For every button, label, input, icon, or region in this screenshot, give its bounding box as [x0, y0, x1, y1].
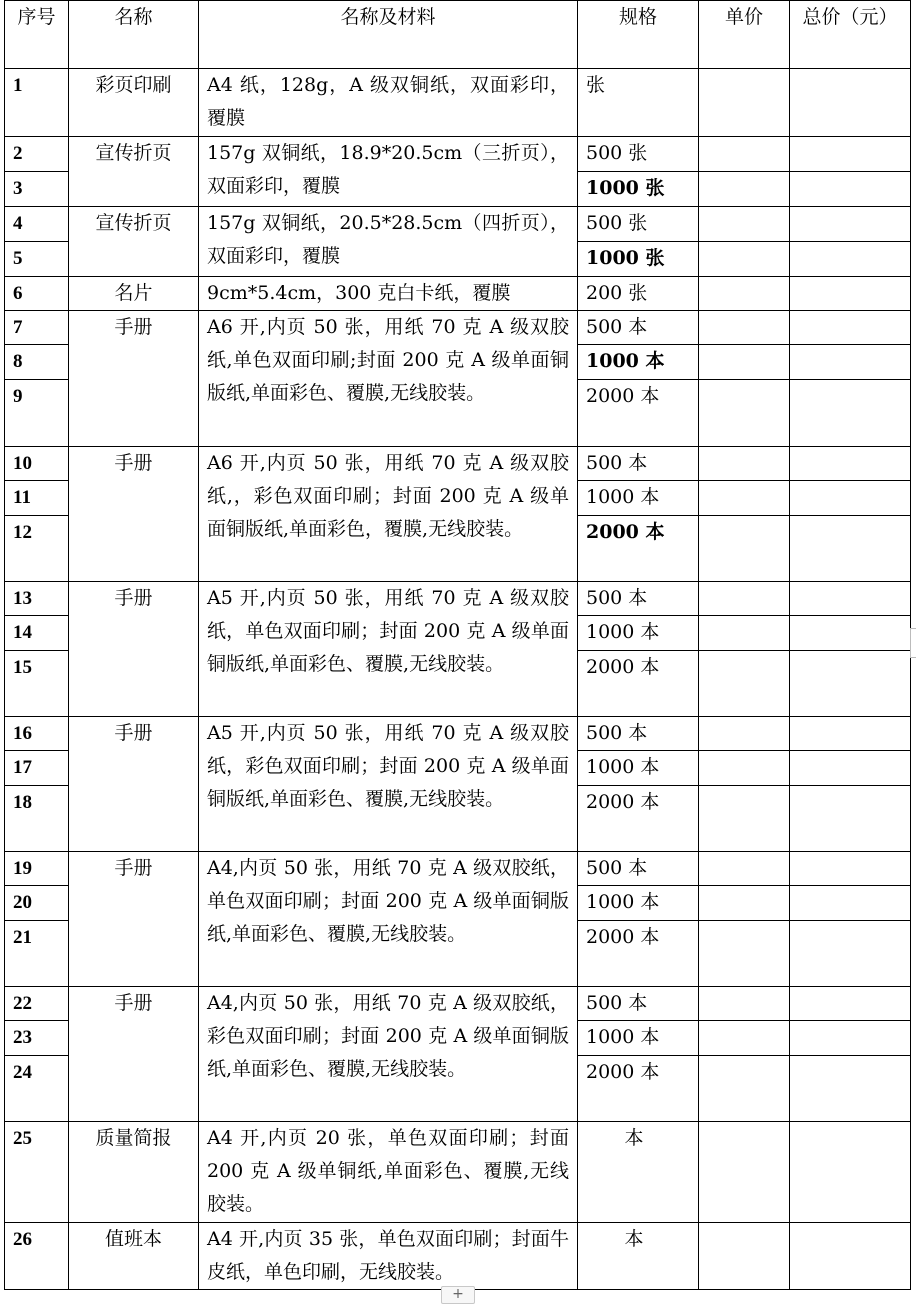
row-index: 22: [5, 987, 69, 1021]
table-row: [5, 137, 911, 172]
total-price-cell[interactable]: [790, 516, 911, 582]
total-price-cell[interactable]: [790, 921, 911, 987]
unit-price-cell[interactable]: [699, 516, 790, 582]
unit-price-cell[interactable]: [699, 751, 790, 786]
total-price-cell[interactable]: [790, 311, 911, 345]
row-index: 12: [5, 516, 69, 582]
item-material: 157g 双铜纸，20.5*28.5cm（四折页），双面彩印，覆膜: [199, 207, 578, 277]
header-material: 名称及材料: [199, 1, 578, 69]
total-price-cell[interactable]: [790, 69, 911, 137]
total-price-cell[interactable]: [790, 277, 911, 311]
item-name: 名片: [69, 277, 199, 311]
unit-price-cell[interactable]: [699, 651, 790, 717]
item-name: 宣传折页: [69, 207, 199, 277]
item-material: 157g 双铜纸，18.9*20.5cm（三折页），双面彩印，覆膜: [199, 137, 578, 207]
item-name: 宣传折页: [69, 137, 199, 207]
row-index: 19: [5, 852, 69, 886]
unit-price-cell[interactable]: [699, 345, 790, 380]
row-index: 26: [5, 1223, 69, 1290]
header-unit-price: 单价: [699, 1, 790, 69]
unit-price-cell[interactable]: [699, 616, 790, 651]
item-material: A4 开,内页 35 张，单色双面印刷；封面牛皮纸，单色印刷，无线胶装。: [199, 1223, 578, 1290]
row-index: 2: [5, 137, 69, 172]
total-price-cell[interactable]: [790, 717, 911, 751]
row-index: 1: [5, 69, 69, 137]
item-spec: 500 本: [578, 852, 699, 886]
unit-price-cell[interactable]: [699, 380, 790, 447]
item-material: A5 开,内页 50 张，用纸 70 克 A 级双胶纸，彩色双面印刷；封面 200 克 A 级单面铜版纸,单面彩色、覆膜,无线胶装。: [199, 717, 578, 852]
item-spec: 200 张: [578, 277, 699, 311]
total-price-cell[interactable]: [790, 172, 911, 207]
total-price-cell[interactable]: [790, 786, 911, 852]
item-spec: 1000 本: [578, 751, 699, 786]
unit-price-cell[interactable]: [699, 1021, 790, 1056]
row-index: 13: [5, 582, 69, 616]
table-row: [5, 311, 911, 345]
row-index: 3: [5, 172, 69, 207]
header-spec: 规格: [578, 1, 699, 69]
unit-price-cell[interactable]: [699, 311, 790, 345]
total-price-cell[interactable]: [790, 1223, 911, 1290]
item-spec: 1000 本: [578, 345, 699, 380]
table-row: [5, 1122, 911, 1223]
quote-table: [4, 0, 911, 1290]
item-material: 9cm*5.4cm，300 克白卡纸，覆膜: [199, 277, 578, 311]
unit-price-cell[interactable]: [699, 69, 790, 137]
total-price-cell[interactable]: [790, 137, 911, 172]
item-spec: 1000 本: [578, 616, 699, 651]
total-price-cell[interactable]: [790, 207, 911, 242]
item-spec: 2000 本: [578, 921, 699, 987]
row-index: 21: [5, 921, 69, 987]
page-edge-marker: [910, 628, 916, 658]
total-price-cell[interactable]: [790, 447, 911, 481]
row-index: 11: [5, 481, 69, 516]
item-material: A4 开,内页 20 张，单色双面印刷；封面 200 克 A 级单铜纸,单面彩色、覆膜,无线胶装。: [199, 1122, 578, 1223]
total-price-cell[interactable]: [790, 852, 911, 886]
table-row: [5, 987, 911, 1021]
total-price-cell[interactable]: [790, 481, 911, 516]
item-name: 手册: [69, 987, 199, 1122]
total-price-cell[interactable]: [790, 1122, 911, 1223]
item-spec: 2000 本: [578, 786, 699, 852]
item-material: A6 开,内页 50 张，用纸 70 克 A 级双胶纸,，彩色双面印刷；封面 200 克 A 级单面铜版纸,单面彩色，覆膜,无线胶装。: [199, 447, 578, 582]
row-index: 8: [5, 345, 69, 380]
item-name: 手册: [69, 447, 199, 582]
item-name: 质量简报: [69, 1122, 199, 1223]
item-spec: 2000 本: [578, 1056, 699, 1122]
table-row: [5, 582, 911, 616]
item-spec: 500 本: [578, 311, 699, 345]
item-spec: 本: [578, 1223, 699, 1290]
unit-price-cell[interactable]: [699, 1056, 790, 1122]
table-row: [5, 207, 911, 242]
item-name: 彩页印刷: [69, 69, 199, 137]
header-total-price: 总价（元）: [790, 1, 911, 69]
total-price-cell[interactable]: [790, 1056, 911, 1122]
table-row: [5, 1223, 911, 1290]
unit-price-cell[interactable]: [699, 717, 790, 751]
unit-price-cell[interactable]: [699, 277, 790, 311]
unit-price-cell[interactable]: [699, 1223, 790, 1290]
item-spec: 500 本: [578, 717, 699, 751]
unit-price-cell[interactable]: [699, 1122, 790, 1223]
total-price-cell[interactable]: [790, 242, 911, 277]
item-spec: 2000 本: [578, 516, 699, 582]
header-name: 名称: [69, 1, 199, 69]
item-material: A6 开,内页 50 张，用纸 70 克 A 级双胶纸,单色双面印刷;封面 200 克 A 级单面铜版纸,单面彩色、覆膜,无线胶装。: [199, 311, 578, 447]
total-price-cell[interactable]: [790, 1021, 911, 1056]
row-index: 25: [5, 1122, 69, 1223]
table-row: [5, 69, 911, 137]
item-spec: 500 张: [578, 207, 699, 242]
row-index: 7: [5, 311, 69, 345]
row-index: 5: [5, 242, 69, 277]
unit-price-cell[interactable]: [699, 481, 790, 516]
item-name: 手册: [69, 717, 199, 852]
item-name: 手册: [69, 582, 199, 717]
unit-price-cell[interactable]: [699, 852, 790, 886]
unit-price-cell[interactable]: [699, 886, 790, 921]
item-spec: 1000 本: [578, 886, 699, 921]
item-material: A5 开,内页 50 张，用纸 70 克 A 级双胶纸，单色双面印刷；封面 200 克 A 级单面铜版纸,单面彩色、覆膜,无线胶装。: [199, 582, 578, 717]
header-row: [5, 1, 911, 69]
item-spec: 500 本: [578, 447, 699, 481]
item-spec: 1000 张: [578, 242, 699, 277]
table-row: [5, 447, 911, 481]
row-index: 18: [5, 786, 69, 852]
row-index: 6: [5, 277, 69, 311]
total-price-cell[interactable]: [790, 987, 911, 1021]
row-index: 10: [5, 447, 69, 481]
header-index: 序号: [5, 1, 69, 69]
item-spec: 500 张: [578, 137, 699, 172]
item-name: 手册: [69, 852, 199, 987]
total-price-cell[interactable]: [790, 651, 911, 717]
item-spec: 1000 本: [578, 1021, 699, 1056]
total-price-cell[interactable]: [790, 380, 911, 447]
total-price-cell[interactable]: [790, 751, 911, 786]
item-name: 值班本: [69, 1223, 199, 1290]
unit-price-cell[interactable]: [699, 582, 790, 616]
unit-price-cell[interactable]: [699, 242, 790, 277]
row-index: 9: [5, 380, 69, 447]
row-index: 20: [5, 886, 69, 921]
row-index: 14: [5, 616, 69, 651]
row-index: 16: [5, 717, 69, 751]
item-spec: 500 本: [578, 987, 699, 1021]
row-index: 17: [5, 751, 69, 786]
item-material: A4,内页 50 张，用纸 70 克 A 级双胶纸，单色双面印刷；封面 200 克 A 级单面铜版纸,单面彩色、覆膜,无线胶装。: [199, 852, 578, 987]
row-index: 23: [5, 1021, 69, 1056]
total-price-cell[interactable]: [790, 345, 911, 380]
item-spec: 500 本: [578, 582, 699, 616]
item-spec: 2000 本: [578, 380, 699, 447]
total-price-cell[interactable]: [790, 616, 911, 651]
row-index: 4: [5, 207, 69, 242]
item-spec: 1000 张: [578, 172, 699, 207]
table-row: [5, 717, 911, 751]
item-spec: 本: [578, 1122, 699, 1223]
table-row: [5, 277, 911, 311]
unit-price-cell[interactable]: [699, 921, 790, 987]
item-spec: 2000 本: [578, 651, 699, 717]
unit-price-cell[interactable]: [699, 137, 790, 172]
table-row: [5, 852, 911, 886]
item-spec: 1000 本: [578, 481, 699, 516]
unit-price-cell[interactable]: [699, 207, 790, 242]
total-price-cell[interactable]: [790, 886, 911, 921]
item-name: 手册: [69, 311, 199, 447]
unit-price-cell[interactable]: [699, 447, 790, 481]
add-row-button[interactable]: +: [441, 1286, 475, 1304]
row-index: 15: [5, 651, 69, 717]
total-price-cell[interactable]: [790, 582, 911, 616]
item-material: A4 纸，128g，A 级双铜纸，双面彩印，覆膜: [199, 69, 578, 137]
unit-price-cell[interactable]: [699, 786, 790, 852]
unit-price-cell[interactable]: [699, 172, 790, 207]
row-index: 24: [5, 1056, 69, 1122]
item-spec: 张: [578, 69, 699, 137]
unit-price-cell[interactable]: [699, 987, 790, 1021]
item-material: A4,内页 50 张，用纸 70 克 A 级双胶纸，彩色双面印刷；封面 200 克 A 级单面铜版纸,单面彩色、覆膜,无线胶装。: [199, 987, 578, 1122]
